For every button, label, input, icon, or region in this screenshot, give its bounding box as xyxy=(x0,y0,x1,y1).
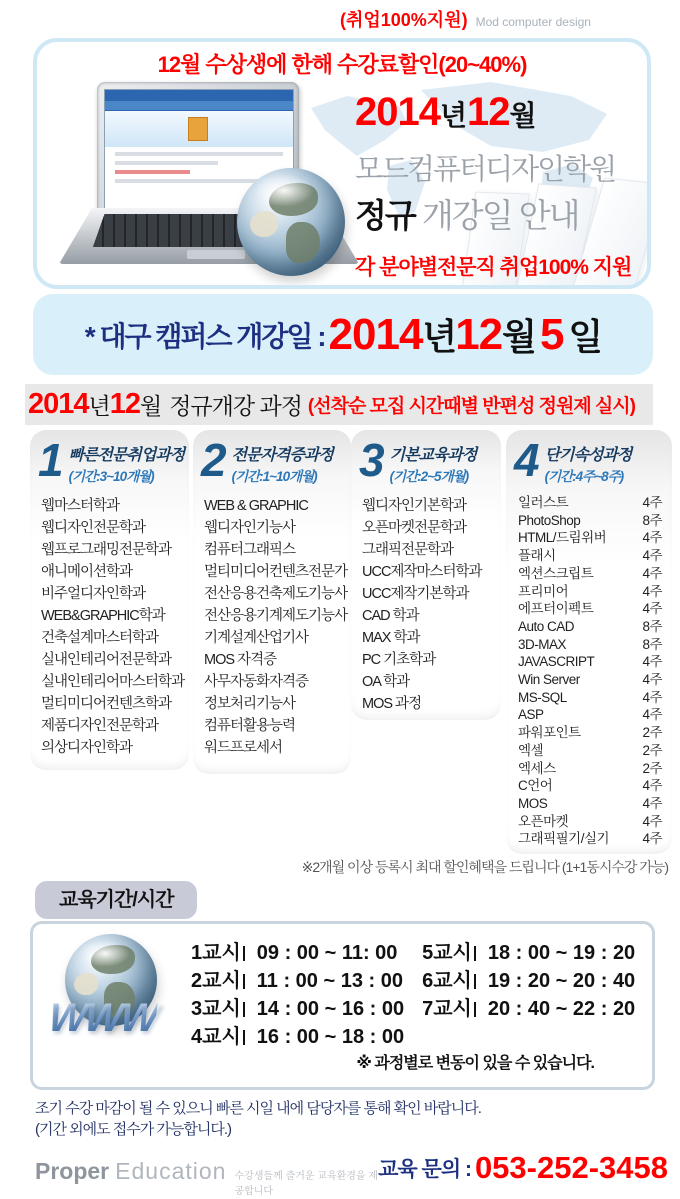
course-item xyxy=(518,636,662,654)
course-item xyxy=(518,830,662,848)
course-duration: 4주 xyxy=(642,778,662,794)
course-panel-certificates xyxy=(193,430,351,774)
footer-tagline: 수강생들께 즐거운 교육환경을 제공합니다 xyxy=(234,1171,379,1197)
course-item xyxy=(518,742,662,760)
course-item xyxy=(518,706,662,724)
regular-opening-heading: 정규 개강일 안내 xyxy=(355,197,579,234)
period-time: 18 : 00 ~ 19 : 20 xyxy=(487,942,636,964)
closing-notice xyxy=(35,1098,481,1140)
course-duration: 4주 xyxy=(642,795,662,811)
laptop-illustration xyxy=(59,82,379,289)
panel-title: 기본교육과정 xyxy=(389,447,477,464)
course-duration: 4주 xyxy=(642,813,662,829)
course-header-note: (선착순 모집 시간때별 반편성 정원제 실시) xyxy=(307,396,635,417)
course-item: 비주얼디자인학과 xyxy=(41,586,146,602)
period-time: 14 : 00 ~ 16 : 00 xyxy=(256,998,405,1020)
schedule-row xyxy=(191,964,404,992)
period-time: 20 : 40 ~ 22 : 20 xyxy=(487,998,636,1020)
course-name: C언어 xyxy=(518,778,553,794)
course-item xyxy=(518,689,662,707)
course-item: 사무자동화자격증 xyxy=(204,674,309,690)
course-duration: 4주 xyxy=(642,601,662,617)
period-time: 09 : 00 ~ 11: 00 xyxy=(256,942,398,964)
course-item xyxy=(518,618,662,636)
course-item: MOS 과정 xyxy=(362,696,422,712)
period-label: 1교시 xyxy=(191,942,253,964)
panel-title: 빠른전문취업과정 xyxy=(68,447,185,464)
period-label: 5교시 xyxy=(422,942,484,964)
closing-line-1: 조기 수강 마감이 될 수 있으니 빠른 시일 내에 담당자를 통해 확인 바랍니다. xyxy=(35,1100,481,1117)
period-label: 2교시 xyxy=(191,970,253,992)
course-item: CAD 학과 xyxy=(362,608,419,624)
course-list xyxy=(30,495,189,759)
panel-number: 1 xyxy=(38,434,64,486)
panel-header xyxy=(506,430,672,487)
course-item: 컴퓨터활용능력 xyxy=(204,718,296,734)
period-label: 7교시 xyxy=(422,998,484,1020)
course-item xyxy=(518,813,662,831)
course-item: 오픈마켓전문학과 xyxy=(362,520,467,536)
course-item: WEB & GRAPHIC xyxy=(204,498,308,514)
panel-header xyxy=(30,430,189,487)
course-item xyxy=(518,583,662,601)
course-item xyxy=(518,653,662,671)
course-item: 웹프로그래밍전문학과 xyxy=(41,542,172,558)
course-duration: 4주 xyxy=(642,530,662,546)
panel-period: (기간:4주~8주) xyxy=(544,469,624,484)
panel-period: (기간:3~10개월) xyxy=(68,469,154,484)
course-item: 제품디자인전문학과 xyxy=(41,718,159,734)
course-item: 웹마스터학과 xyxy=(41,498,120,514)
period-label: 6교시 xyxy=(422,970,484,992)
course-name: 엑세스 xyxy=(518,760,556,776)
course-name: 엑셀 xyxy=(518,742,544,758)
panel-number: 2 xyxy=(201,434,227,486)
panel-period: (기간:1~10개월) xyxy=(231,469,317,484)
contact-label: 교육 문의 : xyxy=(378,1158,471,1181)
course-duration: 4주 xyxy=(642,583,662,599)
course-name: 파워포인트 xyxy=(518,725,581,741)
course-item xyxy=(518,671,662,689)
course-duration: 4주 xyxy=(642,565,662,581)
course-name: JAVASCRIPT xyxy=(518,654,595,670)
course-panel-short-intensive xyxy=(506,430,672,854)
hero-box xyxy=(33,38,651,289)
course-item: OA 학과 xyxy=(362,674,410,690)
course-name: 프리미어 xyxy=(518,583,569,599)
course-item: 전산응용건축제도기능사 xyxy=(204,586,348,602)
panel-header xyxy=(351,430,501,487)
course-name: Win Server xyxy=(518,672,580,688)
laptop-touchpad xyxy=(187,250,245,259)
course-item: 멀티미디어컨텐츠전문가 xyxy=(204,564,348,580)
footer xyxy=(35,1150,668,1197)
open-date-heading: 2014년12월 xyxy=(355,90,537,134)
course-item: 기계설계산업기사 xyxy=(204,630,309,646)
course-panel-fast-employment xyxy=(30,430,189,770)
course-item: 건축설계마스터학과 xyxy=(41,630,159,646)
campus-open-date-banner: * 대구 캠퍼스 개강일 : 2014 년 12 월 5 일 xyxy=(33,294,653,375)
course-item: 웹디자인전문학과 xyxy=(41,520,146,536)
course-item: WEB&GRAPHIC학과 xyxy=(41,608,165,624)
course-name: ASP xyxy=(518,707,544,723)
brand-text: Mod computer design xyxy=(475,15,591,29)
course-duration: 4주 xyxy=(642,548,662,564)
course-name: 엑션스크립트 xyxy=(518,565,594,581)
panel-title: 단기속성과정 xyxy=(544,447,632,464)
closing-line-2: (기간 외에도 접수가 가능합니다.) xyxy=(35,1121,232,1138)
course-item xyxy=(518,724,662,742)
course-name: 플래시 xyxy=(518,548,556,564)
schedule-note: ※ 과정별로 변동이 있을 수 있습니다. xyxy=(356,1055,594,1072)
top-bar xyxy=(340,6,670,32)
course-name: 3D-MAX xyxy=(518,636,567,652)
course-duration: 4주 xyxy=(642,707,662,723)
campus-label: * 대구 캠퍼스 개강일 : xyxy=(84,320,325,352)
course-name: PhotoShop xyxy=(518,512,581,528)
period-label: 3교시 xyxy=(191,998,253,1020)
course-item: 전산응용기계제도기능사 xyxy=(204,608,348,624)
course-item xyxy=(518,565,662,583)
course-name: 에프터이펙트 xyxy=(518,601,594,617)
panel-title: 전문자격증과정 xyxy=(231,447,333,464)
course-list xyxy=(351,495,501,715)
period-time: 16 : 00 ~ 18 : 00 xyxy=(256,1026,405,1048)
course-duration: 8주 xyxy=(642,636,662,652)
course-item xyxy=(518,600,662,618)
course-item: 워드프로세서 xyxy=(204,740,283,756)
course-item: 멀티미디어컨텐츠학과 xyxy=(41,696,172,712)
course-list xyxy=(193,495,351,759)
course-duration: 4주 xyxy=(642,689,662,705)
course-item: MOS 자격증 xyxy=(204,652,277,668)
course-duration: 2주 xyxy=(642,760,662,776)
course-name: Auto CAD xyxy=(518,618,575,634)
course-item: 실내인테리어마스터학과 xyxy=(41,674,185,690)
course-item: 컴퓨터그래픽스 xyxy=(204,542,296,558)
course-duration: 4주 xyxy=(642,672,662,688)
course-item xyxy=(518,547,662,565)
course-item: UCC제작마스터학과 xyxy=(362,564,482,580)
course-name: 그래픽필기/실기 xyxy=(518,831,610,847)
course-duration: 8주 xyxy=(642,618,662,634)
panel-number: 4 xyxy=(514,434,540,486)
schedule-row xyxy=(191,936,404,964)
phone-number: 053-252-3458 xyxy=(474,1150,668,1185)
period-time: 11 : 00 ~ 13 : 00 xyxy=(256,970,403,992)
course-item xyxy=(518,512,662,530)
course-name: MS-SQL xyxy=(518,689,567,705)
course-duration: 2주 xyxy=(642,742,662,758)
year-text: 2014 xyxy=(355,90,440,134)
panel-period: (기간:2~5개월) xyxy=(389,469,469,484)
period-time: 19 : 20 ~ 20 : 40 xyxy=(487,970,636,992)
course-panel-basic-education xyxy=(351,430,501,720)
contact-block xyxy=(378,1150,668,1186)
course-item: PC 기초학과 xyxy=(362,652,436,668)
logo-secondary-text: Education xyxy=(115,1158,227,1184)
discount-title: 12월 수상생에 한해 수강료할인(20~40%) xyxy=(157,52,527,77)
schedule-row xyxy=(422,964,635,992)
course-name: MOS xyxy=(518,795,548,811)
course-item: 그래픽전문학과 xyxy=(362,542,454,558)
panel-header xyxy=(193,430,351,487)
schedule-box xyxy=(30,921,655,1090)
class-period-schedule xyxy=(191,936,635,1048)
course-item xyxy=(518,777,662,795)
course-item: 실내인테리어전문학과 xyxy=(41,652,172,668)
course-duration: 4주 xyxy=(642,495,662,510)
schedule-row xyxy=(191,992,404,1020)
course-duration: 4주 xyxy=(642,654,662,670)
course-item: 정보처리기능사 xyxy=(204,696,296,712)
course-item: 의상디자인학과 xyxy=(41,740,133,756)
academy-name: 모드컴퓨터디자인학원 xyxy=(355,154,616,186)
hero-text-block xyxy=(355,90,645,281)
course-name: HTML/드림위버 xyxy=(518,530,607,546)
schedule-section-label: 교육기간/시간 xyxy=(35,881,197,919)
course-duration: 8주 xyxy=(642,512,662,528)
course-duration: 4주 xyxy=(642,831,662,847)
month-text: 12 xyxy=(467,90,510,134)
employment-support-line: 각 분야별전문직 취업100% 지원 xyxy=(355,256,632,279)
www-letters: WWW xyxy=(46,996,159,1040)
schedule-row xyxy=(191,1020,404,1048)
course-section-header: 2014 년 12 월 정규개강 과정 (선착순 모집 시간때별 반편성 정원제 실시) xyxy=(25,384,653,425)
schedule-row xyxy=(422,992,635,1020)
course-name: 오픈마켓 xyxy=(518,813,569,829)
course-duration: 2주 xyxy=(642,725,662,741)
course-item: MAX 학과 xyxy=(362,630,420,646)
period-label: 4교시 xyxy=(191,1026,253,1048)
logo-primary-text: Proper xyxy=(35,1158,110,1184)
discount-note: ※2개월 이상 등록시 최대 할인혜택을 드립니다 (1+1동시수강 가능) xyxy=(301,859,668,875)
schedule-row xyxy=(422,936,635,964)
course-item: 웹디자인기본학과 xyxy=(362,498,467,514)
course-item xyxy=(518,795,662,813)
course-item: 애니메이션학과 xyxy=(41,564,133,580)
globe-icon xyxy=(237,168,345,276)
course-name: 일러스트 xyxy=(518,495,569,510)
course-item: 웹디자인기능사 xyxy=(204,520,296,536)
course-item xyxy=(518,494,662,512)
employment-support-note: (취업100%지원) xyxy=(340,10,468,30)
course-list-with-duration xyxy=(506,494,672,848)
course-item: UCC제작기본학과 xyxy=(362,586,469,602)
footer-logo xyxy=(35,1150,378,1197)
course-item xyxy=(518,529,662,547)
course-item xyxy=(518,760,662,778)
panel-number: 3 xyxy=(359,434,385,486)
